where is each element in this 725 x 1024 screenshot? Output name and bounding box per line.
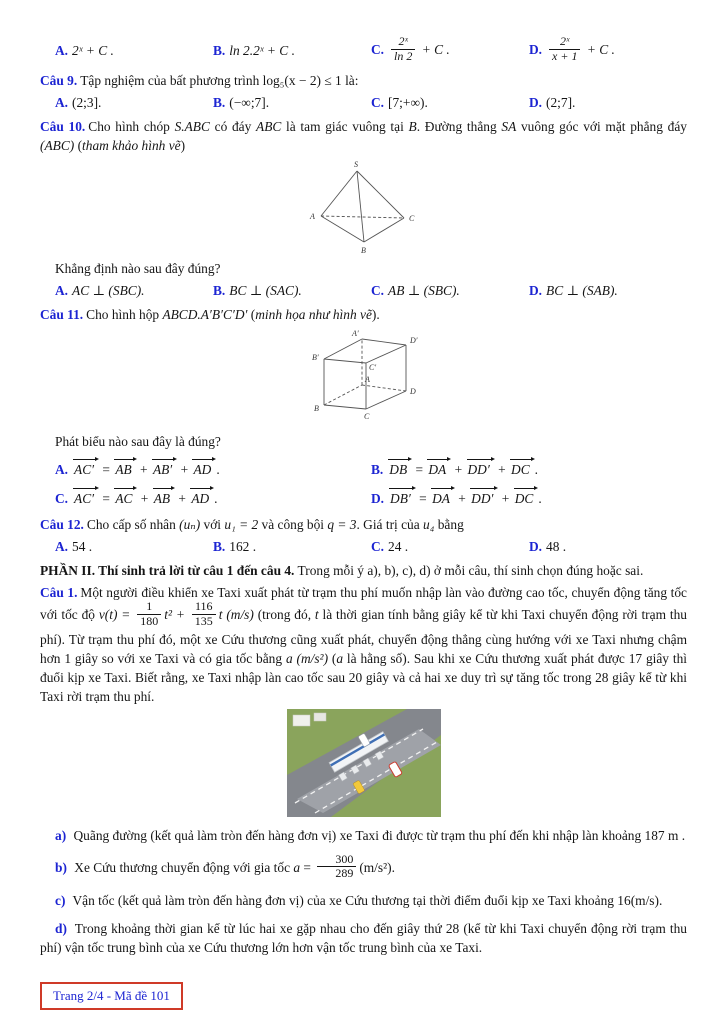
q9-option-d [529, 93, 687, 112]
vector-token: AB [152, 486, 175, 507]
vertex-label-b: B [313, 404, 319, 414]
operator: = [300, 859, 315, 875]
operator: + [451, 462, 466, 478]
item-label: b) [55, 859, 67, 875]
option-text: (−∞;7]. [229, 95, 270, 111]
q8-options-row [40, 36, 687, 66]
question-label: Câu 12. [40, 517, 84, 533]
question-text: bằng [434, 517, 464, 533]
q8-option-b [213, 41, 371, 60]
fraction [137, 600, 161, 628]
q10-question-line: Khẳng định nào sau đây đúng? [55, 261, 221, 277]
fraction-numerator: 2ˣ [549, 35, 580, 49]
vertex-label-a: A [364, 375, 370, 385]
vertex-label-s: S [353, 160, 358, 170]
option-label: B. [213, 283, 226, 299]
fraction-numerator: 1 [137, 600, 161, 614]
item-text: Xe Cứu thương chuyển động với gia tốc [70, 859, 294, 875]
question-text: Cho hình hộp [86, 307, 163, 323]
operator: + [175, 491, 190, 507]
math-token: (ABC) [40, 138, 75, 154]
fraction [317, 853, 356, 881]
math-token: q = 3 [327, 517, 357, 533]
part2-header [40, 561, 687, 580]
question-text: vuông góc với mặt phẳng đáy [516, 119, 687, 135]
fraction [549, 35, 580, 63]
vector-token: DA [426, 457, 451, 478]
question-text: là tam giác vuông tại [281, 119, 409, 135]
part2-instructions: Trong mỗi ý a), b), c), d) ở mỗi câu, thí sinh chọn đúng hoặc sai. [294, 563, 644, 579]
option-text: 162 . [229, 539, 257, 555]
math-token: S.ABC [174, 119, 210, 135]
item-a [40, 826, 687, 845]
pyramid-svg [305, 158, 423, 256]
q10-option-a [55, 281, 213, 300]
question-text: Tập nghiệm của bất phương trình log₅(x − 2) ≤ 1 là: [80, 73, 359, 88]
q11-question-line: Phát biểu nào sau đây là đúng? [55, 434, 221, 450]
q12-option-b [213, 537, 371, 556]
operator: = [99, 491, 114, 507]
question-text: và công bội [258, 517, 328, 533]
q8-option-c [371, 34, 529, 65]
option-text: (2;3]. [72, 95, 102, 111]
option-text: ln 2.2ˣ + C . [229, 43, 295, 59]
question-10-text [40, 117, 687, 155]
operator: + [454, 491, 470, 507]
vector-token: AD [191, 457, 216, 478]
vertex-label-b: B [360, 246, 366, 256]
q9-option-a [55, 93, 213, 112]
option-text: (2;7]. [546, 95, 576, 111]
vertex-label-a: A [309, 212, 315, 222]
q8-option-d [529, 34, 687, 65]
fraction-denominator: ln 2 [394, 49, 413, 63]
question-label: Câu 10. [40, 119, 86, 135]
operator: + [136, 462, 151, 478]
math-token: u₄ [423, 517, 435, 533]
figure-note: minh họa như hình vẽ [255, 307, 372, 323]
operator: = [99, 462, 114, 478]
q12-option-c [371, 537, 529, 556]
page-footer-text: Trang 2/4 - Mã đề 101 [53, 987, 170, 1003]
option-label: B. [371, 462, 384, 478]
operator: + [137, 491, 152, 507]
option-label: D. [529, 539, 543, 555]
question-12-text [40, 515, 687, 534]
fraction-denominator: x + 1 [552, 49, 578, 63]
math-token: a [336, 651, 344, 667]
q11-option-b [371, 457, 687, 479]
fraction-numerator: 116 [192, 600, 216, 614]
item-d [40, 919, 687, 957]
math-token: t² + [164, 607, 189, 623]
q9-option-c [371, 93, 529, 112]
operator: . [534, 462, 538, 478]
option-label: C. [371, 539, 385, 555]
question-text: ) [180, 138, 186, 154]
option-text: 24 . [388, 539, 409, 555]
vector-token: DC [513, 486, 539, 507]
math-token: a (m/s²) [285, 651, 329, 667]
q10-option-d [529, 281, 687, 300]
vertex-label-c: C [408, 214, 414, 224]
option-label: B. [213, 95, 226, 111]
option-label: A. [55, 283, 69, 299]
item-label: d) [55, 921, 67, 937]
option-text: 2ˣ + C . [72, 43, 114, 59]
option-label: C. [371, 42, 385, 58]
question-text: . Giá trị của [356, 517, 424, 533]
fraction [391, 35, 415, 63]
toll-plaza-illustration [287, 709, 441, 817]
fraction [192, 600, 216, 628]
q10-options-row [40, 281, 687, 300]
fraction-denominator: 135 [194, 614, 213, 629]
question-label: Câu 1. [40, 585, 78, 601]
item-label: a) [55, 828, 67, 844]
option-text: + C . [583, 42, 615, 58]
vector-token: DD′ [466, 457, 495, 478]
box-figure [40, 327, 687, 429]
q11-options-row-1 [40, 457, 687, 479]
vector-token: DA [430, 486, 455, 507]
operator: + [494, 462, 510, 478]
option-label: C. [371, 283, 385, 299]
operator: . [214, 491, 218, 507]
q11-option-c [55, 486, 371, 508]
q10-option-b [213, 281, 371, 300]
operator: = [415, 491, 431, 507]
question-text: Cho hình chóp [88, 119, 175, 135]
vector-token: AC′ [72, 486, 99, 507]
math-token: (uₙ) [179, 517, 201, 533]
toll-plaza-figure [40, 709, 687, 817]
vector-token: AB [113, 457, 136, 478]
question-text: ( [74, 138, 83, 154]
item-text: (m/s²). [359, 859, 395, 875]
vector-token: AC′ [72, 457, 99, 478]
option-label: A. [55, 43, 69, 59]
option-label: D. [529, 42, 543, 58]
question-text: ). [371, 307, 380, 323]
question-text: là hằng số). Sau khi xe Cứu thương xuất phát được 17 giây thì đuổi kịp xe Taxi. Biết rằng, xe Taxi nhập làn cao tốc sau 20 giây và cả hai xe duy trì sự tăng tốc trong 28 giây kể từ khi Taxi rời trạm thu phí. [40, 651, 688, 705]
option-label: B. [213, 539, 226, 555]
q11-option-a [55, 457, 371, 479]
item-label: c) [55, 893, 66, 909]
q11-options-row-2 [40, 486, 687, 508]
option-label: B. [213, 43, 226, 59]
question-text: Cho cấp số nhân [86, 517, 180, 533]
option-label: D. [529, 95, 543, 111]
vector-token: DB [387, 457, 412, 478]
question-label: Câu 11. [40, 307, 84, 323]
option-text: AC ⊥ (SBC). [72, 283, 145, 299]
fraction-denominator: 180 [140, 614, 159, 629]
q12-options-row [40, 537, 687, 556]
item-text: Vận tốc (kết quả làm tròn đến hàng đơn vị) của xe Cứu thương tại thời điểm đuổi kịp xe Taxi khoảng 16(m/s). [69, 893, 663, 909]
part2-title: PHẦN II. Thí sinh trả lời từ câu 1 đến câu 4. [40, 563, 295, 579]
math-token: u₁ = 2 [224, 517, 259, 533]
math-token: SA [501, 119, 517, 135]
option-text: + C . [418, 42, 450, 58]
option-label: D. [371, 491, 385, 507]
box-svg [302, 327, 426, 429]
operator: = [412, 462, 427, 478]
vector-token: DC [509, 457, 535, 478]
vertex-label-d-prime: D′ [409, 336, 418, 346]
math-token: t [314, 607, 319, 623]
q10-option-c [371, 281, 529, 300]
option-label: A. [55, 539, 69, 555]
question-11-text [40, 305, 687, 324]
option-text: 54 . [72, 539, 93, 555]
item-text: Quãng đường (kết quả làm tròn đến hàng đơn vị) xe Taxi đi được từ trạm thu phí đến khi nhập làn khoảng 187 m . [70, 828, 686, 844]
part2-question-1-text [40, 583, 687, 706]
page-footer [40, 982, 183, 1010]
option-label: A. [55, 95, 69, 111]
option-label: C. [55, 491, 69, 507]
q9-options-row [40, 93, 687, 112]
vector-token: AB′ [151, 457, 177, 478]
math-token: ABC [256, 119, 282, 135]
option-text: 48 . [546, 539, 567, 555]
option-label: C. [371, 95, 385, 111]
q11-option-d [371, 486, 687, 508]
math-token: t (m/s) [218, 607, 254, 623]
question-text: có đáy [209, 119, 257, 135]
fraction-numerator: 300 [317, 853, 356, 867]
option-label: A. [55, 462, 69, 478]
question-text: ( [247, 307, 256, 323]
option-label: D. [529, 283, 543, 299]
option-text: AB ⊥ (SBC). [388, 283, 460, 299]
vertex-label-d: D [409, 387, 416, 397]
question-text: với [200, 517, 225, 533]
vector-token: DD′ [469, 486, 498, 507]
item-b [40, 851, 687, 883]
question-text: . Đường thẳng [416, 119, 502, 135]
operator: . [216, 462, 220, 478]
item-c [40, 891, 687, 910]
pyramid-figure [40, 158, 687, 256]
figure-note: tham khảo hình vẽ [82, 138, 181, 154]
vector-token: DB′ [388, 486, 416, 507]
operator: + [177, 462, 192, 478]
question-text: (trong đó, [253, 607, 315, 623]
item-text: Trong khoảng thời gian kể từ lúc hai xe gặp nhau cho đến giây thứ 28 (kể từ khi Taxi chuyển động rời trạm thu phí) vận tốc trung bình của xe Cứu thương lớn hơn vận tốc trung bình của xe Taxi. [40, 921, 687, 956]
question-text: là thời gian tính bằng giây kể từ khi Taxi chuyển động rời trạm thu phí). Từ trạm thu phí đó, một xe Cứu thương cũng xuất phát, chuyển động thẳng cùng hướng với xe Taxi nhưng chậm hơn 1 giây so với xe Taxi và có gia tốc bằng [40, 607, 687, 667]
vertex-label-c-prime: C′ [368, 363, 376, 373]
vertex-label-b-prime: B′ [311, 353, 319, 363]
q9-option-b [213, 93, 371, 112]
option-text: BC ⊥ (SAB). [546, 283, 618, 299]
question-text: ( [328, 651, 337, 667]
vertex-label-c: C [363, 412, 369, 422]
q12-option-d [529, 537, 687, 556]
question-label: Câu 9. [40, 73, 78, 88]
operator: . [538, 491, 542, 507]
fraction-denominator: 289 [335, 866, 354, 881]
math-token: ABCD.A′B′C′D′ [162, 307, 248, 323]
fraction-numerator: 2ˣ [391, 35, 415, 49]
vector-token: AC [113, 486, 137, 507]
q12-option-a [55, 537, 213, 556]
math-token: B [408, 119, 417, 135]
question-9-text [40, 71, 687, 90]
q8-option-a [55, 41, 213, 60]
vector-token: AD [189, 486, 214, 507]
vertex-label-a-prime: A′ [351, 329, 359, 339]
option-text: BC ⊥ (SAC). [229, 283, 302, 299]
operator: + [498, 491, 513, 507]
question-text: Một người điều khiển xe Taxi xuất phát từ trạm thu phí muốn nhập làn vào đường cao tốc, chuyển động tăng tốc với tốc độ [40, 585, 687, 623]
math-token: a [293, 859, 301, 875]
option-text: [7;+∞). [388, 95, 428, 111]
math-token: v(t) = [98, 607, 135, 623]
